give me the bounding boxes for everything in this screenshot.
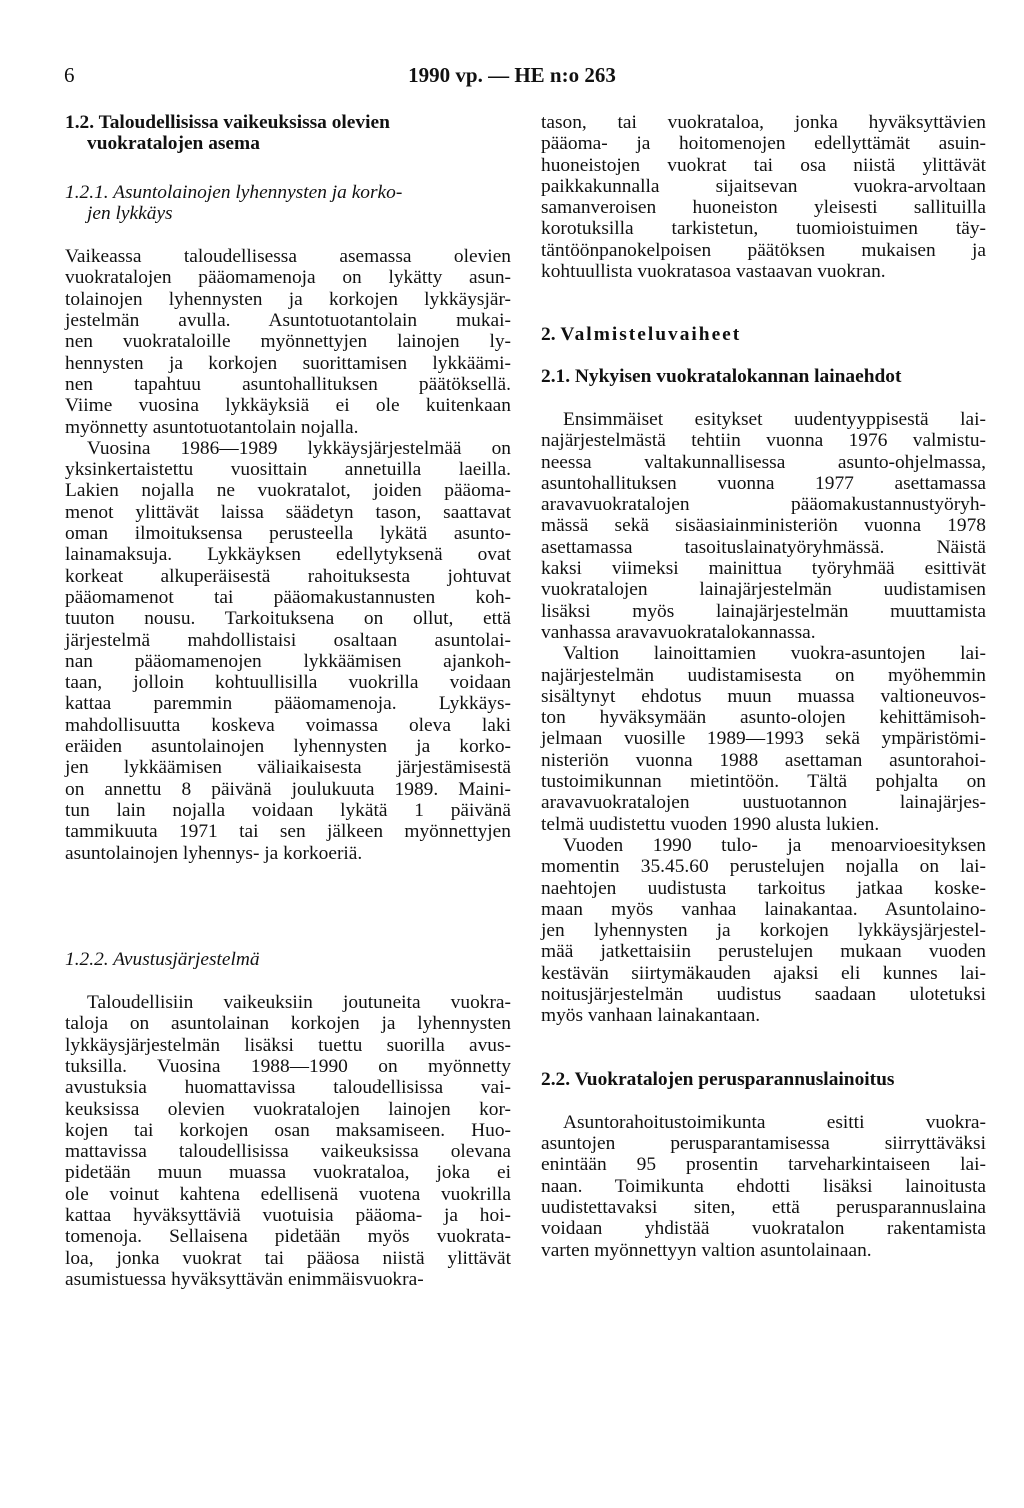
text-line: varten myönnettyyn valtion asuntolainaan. — [541, 1239, 872, 1261]
text-line: Asuntorahoitustoimikunta esitti vuokra- — [563, 1111, 986, 1133]
text-line: oman ilmoituksensa perusteella lykätä asunto- — [65, 523, 511, 545]
subheading-1-2-1 — [65, 182, 511, 225]
text-line: Lakien nojalla ne vuokratalot, joiden pääoma- — [65, 480, 511, 502]
text-line: yksinkertaistettu vuosittain annetuilla laeilla. — [65, 459, 511, 481]
text-line: vanhassa aravavuokratalokannassa. — [541, 621, 816, 643]
text-line: mässä sekä sisäasiainministeriön vuonna 1978 — [541, 515, 986, 537]
page-number: 6 — [64, 63, 75, 87]
text-line: tustoimikunnan mietintöön. Tältä pohjalta on — [541, 771, 986, 793]
text-line: jen lyhennysten ja korkojen lykkäysjärjestel- — [541, 920, 986, 942]
text-line: aravavuokratalojen uustuotannon lainajärjes- — [541, 792, 986, 814]
paragraph — [541, 835, 986, 1027]
text-line: Taloudellisiin vaikeuksiin joutuneita vuokra- — [87, 992, 511, 1014]
text-line: Valtion lainoittamien vuokra-asuntojen lai- — [563, 643, 986, 665]
text-line: nen tapahtuu asuntohallituksen päätöksellä. — [65, 373, 511, 395]
text-line: tuksilla. Vuosina 1988—1990 on myönnetty — [65, 1055, 511, 1077]
text-line: kattaa paremmin pääomamenoja. Lykkäys- — [65, 693, 511, 715]
text-line: on annettu 8 päivänä joulukuuta 1989. Maini- — [65, 778, 511, 800]
text-line: jestelmän avulla. Asuntotuotantolain mukai- — [65, 310, 511, 332]
section-heading-2 — [541, 324, 986, 345]
text-line: asuntohallituksen vuonna 1977 asettamassa — [541, 472, 986, 494]
text-line: mahdollisuutta koskeva voimassa oleva laki — [65, 714, 511, 736]
text-line: tason, tai vuokrataloa, jonka hyväksyttävien — [541, 112, 986, 133]
text-line: korkeat alkuperäisestä rahoituksesta johtuvat — [65, 565, 511, 587]
text-line: lykkäysjärjestelmän lisäksi tuettu suorilla avus- — [65, 1034, 511, 1056]
subheading-1-2-2: 1.2.2. Avustusjärjestelmä — [65, 948, 260, 970]
page-header-title: 1990 vp. — HE n:o 263 — [408, 63, 616, 87]
subheading-line: 1.2.1. Asuntolainojen lyhennysten ja korko- — [65, 181, 403, 203]
subheading-line: jen lykkäys — [87, 202, 173, 224]
text-line: pääoma- ja hoitomenojen edellyttämät asuin- — [541, 133, 986, 155]
section-heading-2-text: 2. Valmisteluvaiheet — [541, 324, 742, 346]
text-line: asettamassa tasoituslainatyöryhmässä. Näistä — [541, 536, 986, 558]
text-line: momentin 35.45.60 perustelujen nojalla on lai- — [541, 856, 986, 878]
text-line: noitusjärjestelmän uudistus saadaan ulotetuksi — [541, 983, 986, 1005]
paragraph — [541, 112, 986, 282]
text-line: huoneistojen vuokrat tai osa niistä ylittävät — [541, 154, 986, 176]
text-line: täntöönpanokelpoisen päätöksen mukaisen ja — [541, 239, 986, 261]
left-column — [65, 112, 511, 1290]
text-line: voidaan yhdistää vuokratalon rakentamista — [541, 1218, 986, 1240]
text-line: eräiden asuntolainojen lyhennysten ja korko- — [65, 736, 511, 758]
text-line: samanveroisen huoneiston yleisesti sallituilla — [541, 197, 986, 219]
text-line: järjestelmä mahdollistaisi osaltaan asuntolai- — [65, 629, 511, 651]
paragraph — [65, 246, 511, 438]
text-line: tuuton nousu. Tarkoituksena on ollut, että — [65, 608, 511, 630]
text-line: mää jatkettaisiin perustelujen mukaan vuoden — [541, 941, 986, 963]
text-line: kaksi viimeksi mainittua työryhmää esittivät — [541, 558, 986, 580]
right-column — [541, 112, 986, 1261]
text-line: jen lykkäämisen väliaikaisesta järjestämisestä — [65, 757, 511, 779]
text-line: tolainojen lyhennysten ja korkojen lykkäysjär- — [65, 288, 511, 310]
text-line: Vaikeassa taloudellisessa asemassa olevien — [65, 246, 511, 268]
text-line: najärjestelmän uudistamisesta on myöhemmin — [541, 664, 986, 686]
text-line: taan, jolloin kohtuullisilla vuokrilla voidaan — [65, 672, 511, 694]
text-line: Vuoden 1990 tulo- ja menoarvioesityksen — [563, 834, 986, 856]
text-line: ole voinut kahtena edellisenä vuotena vuokrilla — [65, 1183, 511, 1205]
text-line: korotuksilla tarkistetun, tuomioistuimen täy- — [541, 218, 986, 240]
text-line: lainamaksuja. Lykkäyksen edellytyksenä ovat — [65, 544, 511, 566]
text-line: vuokratalojen pääomamenoja on lykätty asun- — [65, 267, 511, 289]
text-line: Viime vuosina lykkäyksiä ei ole kuitenkaan — [65, 395, 511, 417]
text-line: telmä uudistettu vuoden 1990 alusta lukien. — [541, 813, 880, 835]
text-line: sisältynyt ehdotus muun muassa valtioneuvos- — [541, 685, 986, 707]
text-line: Ensimmäiset esitykset uudentyyppisestä lai- — [563, 408, 986, 430]
text-line: tomenoja. Sellaisena pidetään myös vuokrata- — [65, 1226, 511, 1248]
text-line: asuntolainojen lyhennys- ja korkoeriä. — [65, 842, 363, 864]
text-line: najärjestelmästä tehtiin vuonna 1976 valmistu- — [541, 430, 986, 452]
text-line: maan myös vanhaa lainakantaa. Asuntolaino- — [541, 898, 986, 920]
text-line: pidetään muun muassa vuokrataloa, joka ei — [65, 1162, 511, 1184]
heading-line: 1.2. Taloudellisissa vaikeuksissa olevien — [65, 112, 390, 133]
text-line: enintään 95 prosentin tarveharkintaiseen lai- — [541, 1154, 986, 1176]
text-line: uudistettavaksi siten, että perusparannuslaina — [541, 1197, 986, 1219]
text-line: keuksissa olevien vuokratalojen lainojen kor- — [65, 1098, 511, 1120]
text-line: menot ylittävät laissa säädetyn tason, saattavat — [65, 501, 511, 523]
text-line: nisteriön vuonna 1988 asettaman asuntorahoi- — [541, 749, 986, 771]
text-line: neessa valtakunnallisessa asunto-ohjelmassa, — [541, 451, 986, 473]
subheading-2-1: 2.1. Nykyisen vuokratalokannan lainaehdot — [541, 365, 902, 387]
text-line: hennysten ja korkojen suorittamisen lykkäämi- — [65, 352, 511, 374]
text-line: kohtuullista vuokratasoa vastaavan vuokran. — [541, 261, 886, 283]
section-heading-1-2 — [65, 112, 511, 155]
paragraph — [65, 438, 511, 864]
text-line: tun lain nojalla voidaan lykätä 1 päivänä — [65, 799, 511, 821]
text-line: nan pääomamenojen lykkäämisen ajankoh- — [65, 650, 511, 672]
text-line: naan. Toimikunta ehdotti lisäksi lainoitusta — [541, 1175, 986, 1197]
text-line: Vuosina 1986—1989 lykkäysjärjestelmää on — [87, 437, 511, 459]
text-line: asuntojen perusparantamisessa siirryttäväksi — [541, 1133, 986, 1155]
text-line: mattavissa taloudellisissa vaikeuksissa olevana — [65, 1141, 511, 1163]
paragraph — [541, 409, 986, 643]
text-line: ton hyväksymään asunto-olojen kehittämisoh- — [541, 707, 986, 729]
text-line: pääomamenot tai pääomakustannusten koh- — [65, 586, 511, 608]
text-line: tammikuuta 1971 tai sen jälkeen myönnettyjen — [65, 821, 511, 843]
text-line: nen vuokrataloille myönnettyjen lainojen ly- — [65, 331, 511, 353]
text-line: lisäksi myös lainajärjestelmän muuttamista — [541, 600, 986, 622]
paragraph — [541, 1112, 986, 1261]
section-heading-2-word: Valmisteluvaiheet — [560, 324, 742, 346]
text-line: kattaa hyväksyttäviä vuotuisia pääoma- ja hoi- — [65, 1205, 511, 1227]
paragraph — [65, 992, 511, 1290]
text-line: jelmaan vuosille 1989—1993 sekä ympäristömi- — [541, 728, 986, 750]
text-line: vuokratalojen lainajärjestelmän uudistamisen — [541, 579, 986, 601]
text-line: kojen tai korkojen osan maksamiseen. Huo- — [65, 1119, 511, 1141]
text-line: taloja on asuntolainan korkojen ja lyhennysten — [65, 1013, 511, 1035]
text-line: aravavuokratalojen pääomakustannustyöryh- — [541, 494, 986, 516]
text-line: myönnetty asuntotuotantolain nojalla. — [65, 416, 359, 438]
text-line: asumistuessa hyväksyttävän enimmäisvuokra- — [65, 1268, 424, 1290]
text-line: naehtojen uudistusta tarkoitus jatkaa koske- — [541, 877, 986, 899]
paragraph — [541, 643, 986, 835]
text-line: kestävän siirtymäkauden ajaksi eli kunnes lai- — [541, 962, 986, 984]
subheading-2-2: 2.2. Vuokratalojen perusparannuslainoitus — [541, 1068, 895, 1090]
text-line: myös vanhaan lainakantaan. — [541, 1005, 761, 1027]
heading-line: vuokratalojen asema — [87, 133, 260, 155]
text-line: paikkakunnalla sijaitsevan vuokra-arvoltaan — [541, 175, 986, 197]
text-line: loa, jonka vuokrat tai pääosa niistä ylittävät — [65, 1247, 511, 1269]
text-line: avustuksia huomattavissa taloudellisissa vai- — [65, 1077, 511, 1099]
